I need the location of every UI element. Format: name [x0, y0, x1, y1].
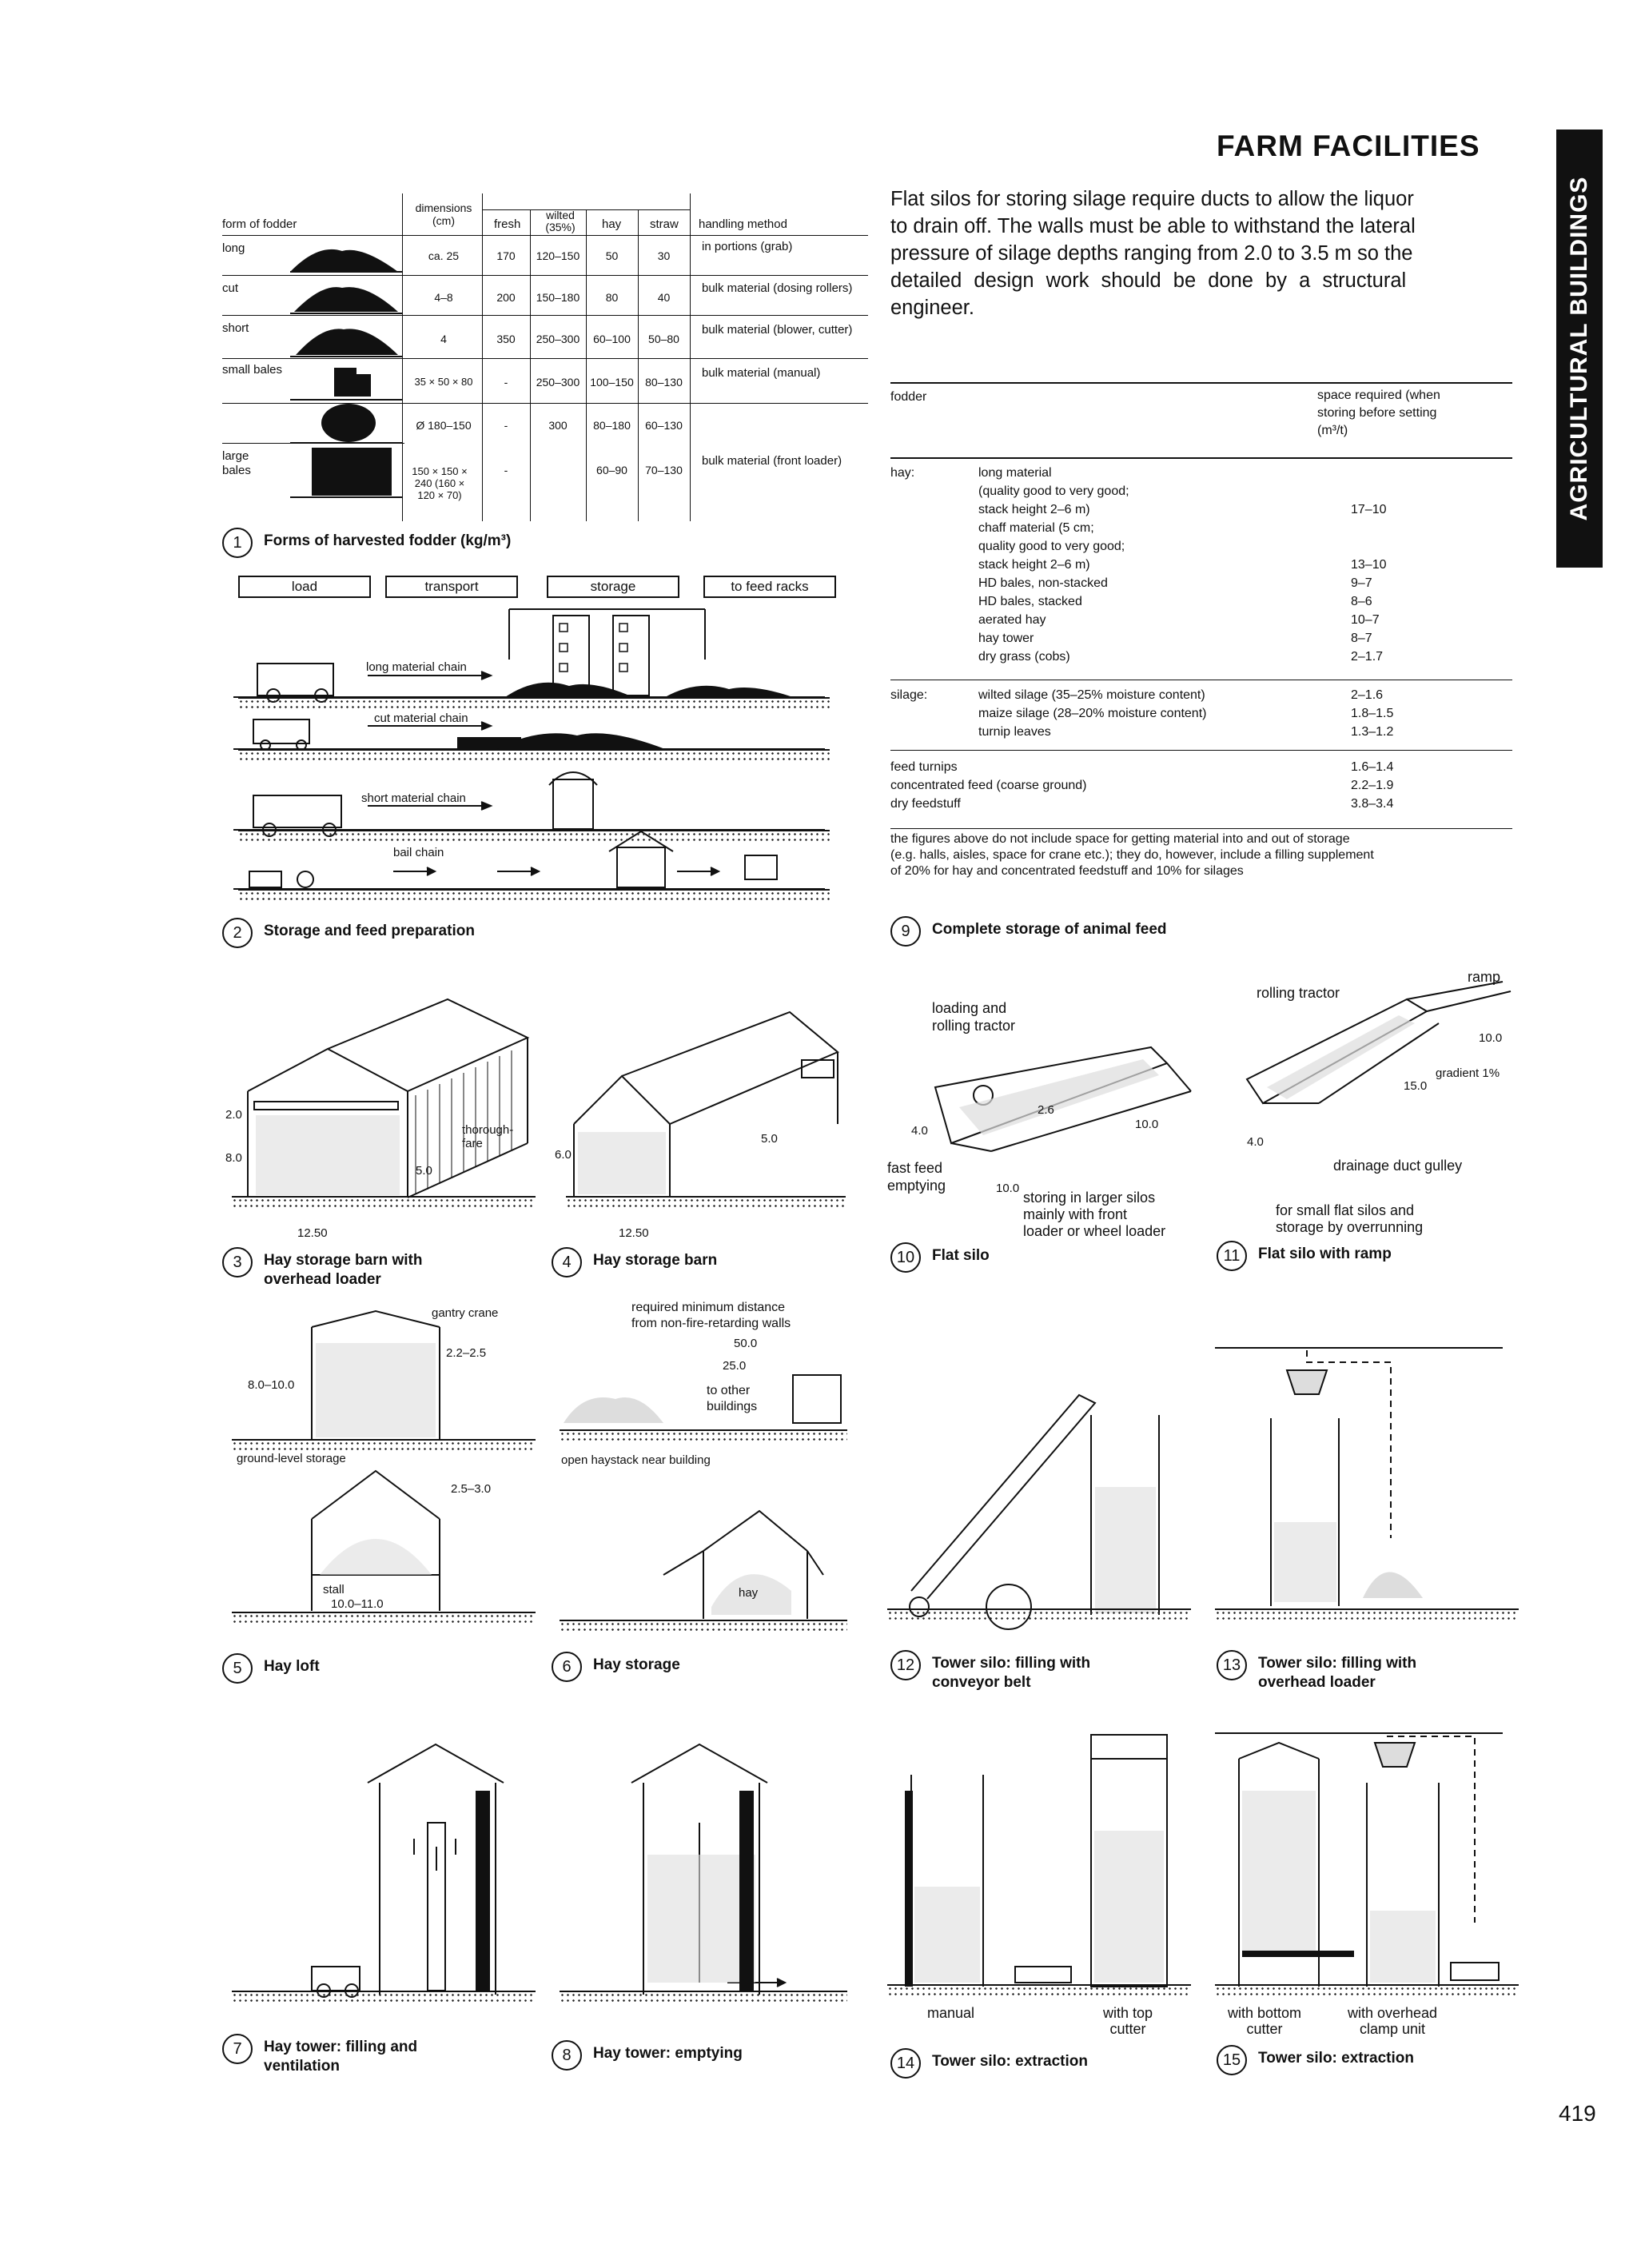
dim-2-6: 2.6	[1038, 1103, 1054, 1117]
figure-number: 6	[552, 1652, 582, 1682]
fig5-hay-loft-drawing	[232, 1311, 536, 1647]
figure-number: 1	[222, 528, 253, 558]
fig13-caption	[1217, 1650, 1416, 1692]
fig12-tower-silo-conveyor-drawing	[887, 1375, 1207, 1615]
row-wilted: 120–150	[536, 249, 580, 262]
fig14-tower-silo-extraction-drawing	[887, 1727, 1207, 1983]
fig3-hay-barn-drawing	[232, 999, 536, 1223]
figure-caption: Storage and feed preparation	[264, 923, 475, 939]
row-wilted: 250–300	[536, 333, 580, 345]
item-value	[1351, 482, 1387, 500]
row-dim: Ø 180–150	[416, 419, 472, 432]
figure-caption: Hay storage	[593, 1656, 680, 1673]
thoroughfare-label: thorough-fare	[462, 1123, 514, 1150]
row-hay: 60–90	[596, 464, 627, 476]
item-value	[1351, 537, 1387, 556]
caption-line: Tower silo: filling with	[932, 1655, 1091, 1672]
row-form: small bales	[222, 363, 283, 377]
col-header-space	[1317, 387, 1440, 440]
fig10-caption	[890, 1242, 990, 1273]
chain-label-short: short material chain	[361, 791, 466, 805]
hay-items	[978, 464, 1129, 666]
fig11-caption	[1217, 1241, 1392, 1271]
caption-line: conveyor belt	[932, 1673, 1031, 1691]
item-value	[1351, 464, 1387, 482]
label-line: rolling tractor	[932, 1018, 1016, 1034]
row-wilted: 250–300	[536, 376, 580, 389]
figure-number: 7	[222, 2034, 253, 2064]
row-form: cut	[222, 281, 239, 295]
dim-10-lower: 10.0	[996, 1182, 1020, 1195]
label-line: mainly with front	[1023, 1206, 1128, 1222]
row-dim: 4–8	[434, 291, 453, 304]
figure-caption: Tower silo: extraction	[932, 2053, 1088, 2070]
figure-caption: Flat silo with ramp	[1258, 1246, 1392, 1262]
row-fresh: -	[504, 464, 508, 476]
item-text: HD bales, non-stacked	[978, 576, 1108, 590]
gradient-label: gradient 1%	[1436, 1066, 1500, 1080]
group-label-silage: silage:	[890, 688, 928, 702]
item-text: concentrated feed (coarse ground)	[890, 779, 1087, 792]
other-items	[890, 758, 1086, 813]
side-tab-label: AGRICULTURAL BUILDINGS	[1566, 176, 1592, 521]
figure-number: 5	[222, 1653, 253, 1684]
item-text: feed turnips	[890, 760, 958, 774]
dim-6: 6.0	[555, 1148, 572, 1162]
fig6-caption	[552, 1652, 680, 1682]
row-straw: 40	[657, 291, 671, 304]
intro-line: to drain off. The walls must be able to withstand the lateral	[890, 215, 1416, 237]
row-wilted: 150–180	[536, 291, 580, 304]
fig4-hay-barn-drawing	[566, 1004, 846, 1212]
fig13-tower-silo-overhead-drawing	[1215, 1346, 1503, 1602]
long-fodder-pile-icon	[290, 249, 398, 272]
item-value: 1.6–1.4	[1351, 760, 1394, 774]
silage-values	[1351, 686, 1393, 741]
short-fodder-pile-icon	[296, 329, 398, 355]
label-line: loading and	[932, 1000, 1007, 1016]
item-text: chaff material (5 cm;	[978, 521, 1094, 535]
row-dim: ca. 25	[428, 249, 460, 262]
row-straw: 80–130	[645, 376, 683, 389]
label-line: storage by overrunning	[1276, 1219, 1424, 1235]
row-fresh: 200	[496, 291, 516, 304]
row-handling: bulk material (manual)	[702, 366, 821, 380]
row-hay: 80	[605, 291, 619, 304]
figure-caption: Complete storage of animal feed	[932, 921, 1167, 938]
dim-10-upper: 10.0	[1135, 1118, 1159, 1131]
row-fresh: 350	[496, 333, 516, 345]
row-hay: 50	[605, 249, 619, 262]
caption-line: Tower silo: filling with	[1258, 1655, 1417, 1672]
item-value: 1.8–1.5	[1351, 707, 1394, 720]
item-value: 2–1.7	[1351, 650, 1384, 664]
dim-50: 50.0	[734, 1337, 758, 1350]
row-straw: 60–130	[645, 419, 683, 432]
fig7-caption	[222, 2034, 417, 2076]
caption-line: Hay tower: filling and	[264, 2039, 418, 2055]
fig3-caption	[222, 1247, 423, 1289]
col-header-hay: hay	[602, 217, 622, 231]
ground-level-label: ground-level storage	[237, 1452, 346, 1465]
row-hay: 100–150	[590, 376, 634, 389]
dim-5: 5.0	[416, 1164, 432, 1178]
dim-2-2: 2.2–2.5	[446, 1346, 487, 1360]
row-handling: in portions (grab)	[702, 240, 793, 253]
figure-number: 10	[890, 1242, 921, 1273]
fig9-caption	[890, 916, 1167, 947]
dim-4: 4.0	[1247, 1135, 1264, 1149]
fig11-flat-silo-ramp-drawing	[1231, 975, 1519, 1135]
item-value: 8–6	[1351, 595, 1372, 608]
item-text: (quality good to very good;	[978, 484, 1129, 498]
item-text: aerated hay	[978, 613, 1046, 627]
figure-number: 9	[890, 916, 921, 947]
label-line: to other	[707, 1384, 751, 1397]
fig5-caption	[222, 1653, 320, 1684]
item-value: 17–10	[1351, 503, 1387, 516]
intro-line: engineer.	[890, 297, 974, 319]
manual-label: manual	[927, 2005, 975, 2021]
fast-feed-label	[887, 1159, 946, 1194]
figure-number: 3	[222, 1247, 253, 1277]
figure-caption: Flat silo	[932, 1247, 990, 1264]
item-text: stack height 2–6 m)	[978, 503, 1090, 516]
figure-number: 4	[552, 1247, 582, 1277]
dim-2: 2.0	[225, 1108, 242, 1122]
item-value: 3.8–3.4	[1351, 797, 1394, 811]
small-silos-label	[1276, 1202, 1423, 1236]
chain-label-cut: cut material chain	[374, 711, 468, 725]
chain-label-bail: bail chain	[393, 846, 444, 859]
page-title: FARM FACILITIES	[1217, 130, 1480, 162]
large-bale-icon	[312, 448, 392, 496]
fig9-note	[890, 831, 1374, 879]
dim-10: 10.0	[1479, 1031, 1503, 1045]
item-text: maize silage (28–20% moisture content)	[978, 707, 1207, 720]
figure-number: 11	[1217, 1241, 1247, 1271]
figure-number: 13	[1217, 1650, 1247, 1680]
figure-caption: Hay storage barn	[593, 1252, 718, 1269]
fig1-fodder-table	[222, 193, 870, 529]
fig14-caption	[890, 2048, 1088, 2079]
col-header-fodder: fodder	[890, 390, 927, 404]
col-header-handling: handling method	[699, 217, 787, 231]
loading-tractor-label	[932, 999, 1015, 1034]
caption-line: overhead loader	[1258, 1673, 1376, 1691]
row-dim: 4	[440, 333, 447, 345]
row-dim: 150 × 150 × 240 (160 × 120 × 70)	[412, 465, 468, 501]
round-bale-icon	[321, 404, 376, 442]
fig6-hay-storage-drawing	[560, 1351, 847, 1639]
stall-label: stall	[323, 1583, 345, 1596]
dim-15: 15.0	[1404, 1079, 1428, 1093]
label-line: for small flat silos and	[1276, 1202, 1415, 1218]
conveyor-belt-icon	[911, 1395, 1095, 1599]
row-form: large bales	[222, 449, 251, 477]
item-text: dry grass (cobs)	[978, 650, 1070, 664]
row-fresh: 170	[496, 249, 516, 262]
label-line: buildings	[707, 1400, 758, 1413]
note-line: from non-fire-retarding walls	[631, 1317, 791, 1330]
fig4-caption	[552, 1247, 717, 1277]
item-value: 1.3–1.2	[1351, 725, 1394, 739]
dim-25: 25.0	[723, 1359, 747, 1373]
drainage-gulley-label: drainage duct gulley	[1333, 1158, 1463, 1174]
intro-line: pressure of silage depths ranging from 2.0 to 3.5 m so the	[890, 242, 1413, 265]
label-line: with top	[1103, 2005, 1153, 2021]
row-fresh: -	[504, 419, 508, 432]
dim-12-50: 12.50	[297, 1226, 328, 1240]
fig7-hay-tower-drawing	[232, 1735, 536, 2015]
fig1-caption	[222, 528, 511, 558]
item-value: 2–1.6	[1351, 688, 1384, 702]
label-line: cutter	[1109, 2021, 1146, 2037]
item-text: quality good to very good;	[978, 540, 1125, 553]
fig15-caption	[1217, 2045, 1414, 2075]
caption-line: ventilation	[264, 2057, 341, 2075]
figure-caption: Tower silo: extraction	[1258, 2050, 1414, 2067]
open-haystack-label: open haystack near building	[561, 1453, 711, 1467]
fig8-caption	[552, 2040, 743, 2071]
larger-silos-label	[1023, 1190, 1165, 1240]
row-wilted: 300	[548, 419, 568, 432]
hay-values	[1351, 464, 1387, 666]
fig8-hay-tower-drawing	[560, 1735, 847, 2015]
ramp-label: ramp	[1468, 969, 1501, 985]
fig15-tower-silo-extraction-drawing	[1215, 1727, 1503, 1983]
row-dim: 35 × 50 × 80	[414, 376, 473, 388]
row-handling: bulk material (blower, cutter)	[702, 323, 853, 337]
group-label-hay: hay:	[890, 466, 915, 480]
figure-number: 2	[222, 918, 253, 948]
item-value: 8–7	[1351, 632, 1372, 645]
silage-items	[978, 686, 1206, 741]
dim-8-10: 8.0–10.0	[248, 1378, 295, 1392]
stage-feed-racks: to feed racks	[703, 576, 836, 598]
row-form: long	[222, 241, 245, 255]
caption-line: Hay storage barn with	[264, 1252, 423, 1269]
intro-paragraph	[890, 185, 1514, 321]
dim-5: 5.0	[761, 1132, 778, 1146]
bottom-cutter-label	[1228, 2005, 1301, 2037]
fig2-caption	[222, 918, 475, 948]
intro-line: detailed design work should be done by a structural	[890, 269, 1407, 292]
figure-caption: Forms of harvested fodder (kg/m³)	[264, 532, 512, 549]
col-header-form: form of fodder	[222, 217, 297, 231]
fig12-caption	[890, 1650, 1090, 1692]
overhead-clamp-label	[1348, 2005, 1437, 2037]
chain-label-long: long material chain	[366, 660, 467, 674]
item-text: hay tower	[978, 632, 1034, 645]
dim-8: 8.0	[225, 1151, 242, 1165]
fodder-pile-illustrations	[222, 193, 406, 529]
label-line: storing in larger silos	[1023, 1190, 1156, 1206]
top-cutter-label	[1103, 2005, 1153, 2037]
note-line: (e.g. halls, aisles, space for crane etc.); they do, however, include a filling supplement	[890, 848, 1374, 862]
col-header-fresh: fresh	[494, 217, 521, 231]
figure-caption: Hay loft	[264, 1658, 320, 1675]
label-line: loader or wheel loader	[1023, 1223, 1166, 1239]
caption-line: overhead loader	[264, 1270, 381, 1288]
dim-4: 4.0	[911, 1124, 928, 1138]
item-text: wilted silage (35–25% moisture content)	[978, 688, 1205, 702]
small-bale-icon	[334, 368, 356, 397]
gantry-crane-label: gantry crane	[432, 1306, 499, 1320]
label-line: with bottom	[1228, 2005, 1302, 2021]
row-hay: 80–180	[593, 419, 631, 432]
col-header-line: (m³/t)	[1317, 424, 1348, 437]
col-header-line: storing before setting	[1317, 406, 1437, 420]
dim-10-11: 10.0–11.0	[331, 1597, 384, 1611]
figure-caption: Hay tower: emptying	[593, 2045, 743, 2062]
item-value: 13–10	[1351, 558, 1387, 572]
stage-storage: storage	[547, 576, 679, 598]
figure-number: 14	[890, 2048, 921, 2079]
label-line: cutter	[1246, 2021, 1283, 2037]
item-text: long material	[978, 466, 1052, 480]
row-straw: 30	[657, 249, 671, 262]
row-handling: bulk material (dosing rollers)	[702, 281, 853, 295]
item-value: 9–7	[1351, 576, 1372, 590]
figure-number: 8	[552, 2040, 582, 2071]
rolling-tractor-label: rolling tractor	[1257, 985, 1340, 1001]
trolley-icon	[1015, 1967, 1071, 1983]
dim-12-50: 12.50	[619, 1226, 649, 1240]
row-hay: 60–100	[593, 333, 631, 345]
stage-load: load	[238, 576, 371, 598]
item-value: 10–7	[1351, 613, 1380, 627]
col-header-dimensions: dimensions (cm)	[415, 201, 472, 227]
dim-2-5: 2.5–3.0	[451, 1482, 492, 1496]
other-values	[1351, 758, 1393, 813]
item-text: turnip leaves	[978, 725, 1051, 739]
col-header-wilted: wilted (35%)	[545, 209, 576, 233]
figure-number: 15	[1217, 2045, 1247, 2075]
row-form: short	[222, 321, 249, 335]
row-fresh: -	[504, 376, 508, 389]
row-straw: 50–80	[648, 333, 679, 345]
item-value	[1351, 519, 1387, 537]
item-value: 2.2–1.9	[1351, 779, 1394, 792]
row-handling: bulk material (front loader)	[702, 454, 842, 468]
item-text: stack height 2–6 m)	[978, 558, 1090, 572]
intro-line: Flat silos for storing silage require ducts to allow the liquor	[890, 188, 1414, 210]
label-line: fast feed	[887, 1160, 943, 1176]
page-number: 419	[1559, 2101, 1596, 2126]
col-header-straw: straw	[650, 217, 679, 231]
cut-fodder-pile-icon	[294, 287, 398, 312]
hay-label: hay	[739, 1586, 759, 1600]
note-line: required minimum distance	[631, 1301, 786, 1314]
col-header-line: space required (when	[1317, 389, 1440, 402]
item-text: HD bales, stacked	[978, 595, 1082, 608]
fig6-note	[631, 1300, 791, 1332]
item-text: dry feedstuff	[890, 797, 961, 811]
note-line: of 20% for hay and concentrated feedstuff and 10% for silages	[890, 864, 1244, 878]
side-tab	[1556, 130, 1603, 568]
label-line: clamp unit	[1360, 2021, 1426, 2037]
row-straw: 70–130	[645, 464, 683, 476]
label-line: emptying	[887, 1178, 946, 1194]
label-line: with overhead	[1348, 2005, 1438, 2021]
stage-transport: transport	[385, 576, 518, 598]
note-line: the figures above do not include space for getting material into and out of storage	[890, 832, 1350, 846]
figure-number: 12	[890, 1650, 921, 1680]
